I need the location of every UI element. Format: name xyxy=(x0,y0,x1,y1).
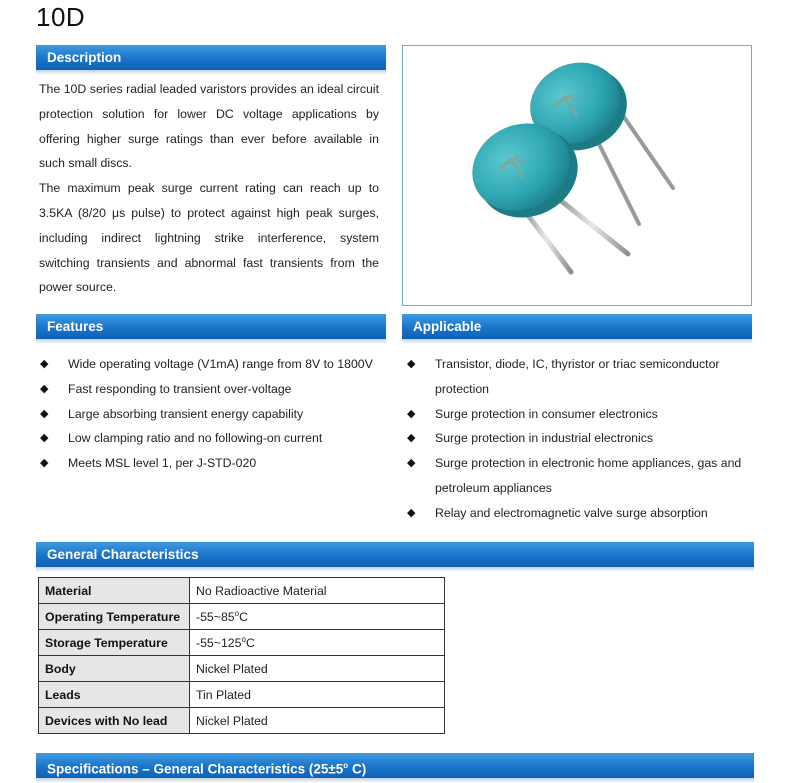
features-list xyxy=(38,352,388,476)
table-row xyxy=(39,708,445,734)
diamond-bullet-icon: ◆ xyxy=(40,432,49,445)
description-paragraph: The maximum peak surge current rating can reach up to 3.5KA (8/20 μs pulse) to protect against high peak surges, including indirect lightning strike interference, system switching transients and abnormal fast transients from the power source. xyxy=(39,181,379,295)
table-key: Leads xyxy=(39,682,190,708)
page-title: 10D xyxy=(36,2,86,32)
description-header-label: Description xyxy=(47,50,122,65)
table-value: -55~125$^o$C xyxy=(190,630,445,656)
general-characteristics-header-label: General Characteristics xyxy=(47,547,199,562)
list-item: ◆ Low clamping ratio and no following-on current xyxy=(38,426,388,451)
diamond-bullet-icon: ◆ xyxy=(407,506,416,519)
varistor-product-image xyxy=(403,46,751,305)
list-item: ◆ Relay and electromagnetic valve surge absorption xyxy=(405,501,750,526)
table-value: No Radioactive Material xyxy=(190,578,445,604)
table-key: Operating Temperature xyxy=(39,604,190,630)
table-row xyxy=(39,656,445,682)
list-item: ◆ Surge protection in industrial electronics xyxy=(405,426,750,451)
list-item: ◆ Surge protection in consumer electronics xyxy=(405,402,750,427)
table-row xyxy=(39,682,445,708)
diamond-bullet-icon: ◆ xyxy=(407,432,416,445)
diamond-bullet-icon: ◆ xyxy=(40,382,49,395)
front-lead-2 xyxy=(555,196,628,254)
diamond-bullet-icon: ◆ xyxy=(40,457,49,470)
general-characteristics-table xyxy=(38,577,445,734)
table-key: Body xyxy=(39,656,190,682)
table-value: Nickel Plated xyxy=(190,708,445,734)
applicable-header xyxy=(402,314,752,339)
list-item: ◆ Transistor, diode, IC, thyristor or triac semiconductor protection xyxy=(405,352,750,402)
description-paragraph: The 10D series radial leaded varistors provides an ideal circuit protection solution for lower DC voltage applications by offering higher surge ratings than ever before available in such small discs. xyxy=(39,82,379,171)
diamond-bullet-icon: ◆ xyxy=(407,358,416,370)
table-key: Material xyxy=(39,578,190,604)
applicable-list xyxy=(405,352,750,526)
table-row xyxy=(39,630,445,656)
list-item: ◆ Meets MSL level 1, per J-STD-020 xyxy=(38,451,388,476)
list-item: ◆ Surge protection in electronic home appliances, gas and petroleum appliances xyxy=(405,451,750,501)
diamond-bullet-icon: ◆ xyxy=(407,407,416,420)
applicable-header-label: Applicable xyxy=(413,319,482,334)
table-value: Tin Plated xyxy=(190,682,445,708)
description-text xyxy=(39,77,379,300)
table-value: -55~85$^o$C xyxy=(190,604,445,630)
product-image-frame xyxy=(402,45,752,306)
features-header-label: Features xyxy=(47,319,104,334)
table-value: Nickel Plated xyxy=(190,656,445,682)
general-characteristics-header xyxy=(36,542,754,567)
list-item: ◆ Fast responding to transient over-voltage xyxy=(38,377,388,402)
table-row xyxy=(39,604,445,630)
specifications-header: Specifications – General Characteristics ($25\pm 5^o$ C) xyxy=(36,753,754,778)
description-header xyxy=(36,45,386,70)
table-key: Devices with No lead xyxy=(39,708,190,734)
table-key: Storage Temperature xyxy=(39,630,190,656)
diamond-bullet-icon: ◆ xyxy=(40,407,49,420)
list-item: ◆ Large absorbing transient energy capability xyxy=(38,402,388,427)
table-row xyxy=(39,578,445,604)
features-header xyxy=(36,314,386,339)
diamond-bullet-icon: ◆ xyxy=(40,358,49,370)
diamond-bullet-icon: ◆ xyxy=(407,457,416,470)
list-item: ◆ Wide operating voltage (V1mA) range from 8V to 1800V xyxy=(38,352,388,377)
